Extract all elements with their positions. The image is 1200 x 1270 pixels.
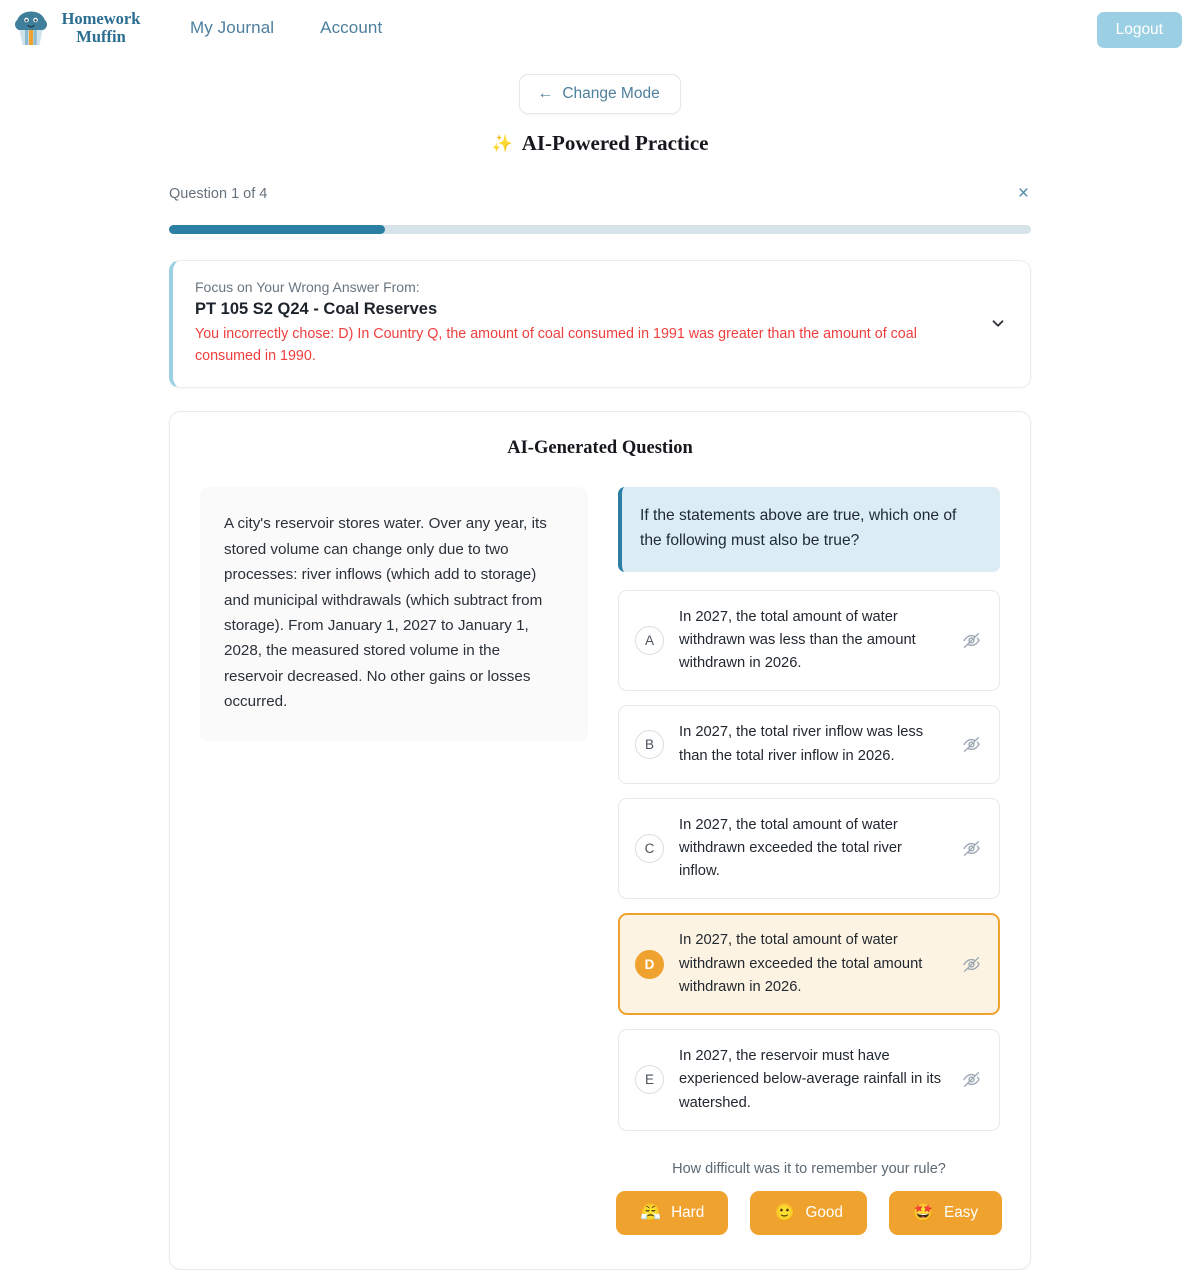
rating-emoji-good-icon: 🙂 (774, 1203, 796, 1223)
stimulus-text: A city's reservoir stores water. Over any year, its stored volume can change only due to two processes: river inflows (which add to storage) and municipal withdrawals (which subtract from storage). From January 1, 2027 to January 1, 2028, the measured stored volume in the reservoir decreased. No other gains or losses occurred. (200, 487, 588, 742)
wrong-answer-choice-text: You incorrectly chose: D) In Country Q, the amount of coal consumed in 1991 was greater than the amount of coal consumed in 1990. (195, 326, 917, 364)
answer-choice-text: In 2027, the reservoir must have experienced below-average rainfall in its watershed. (679, 1048, 942, 1111)
wrong-answer-card[interactable] (169, 260, 1031, 388)
answer-choice-text: In 2027, the total amount of water withdrawn was less than the amount withdrawn in 2026. (679, 608, 916, 672)
answers-column (618, 487, 1000, 1234)
eye-off-icon[interactable] (961, 1070, 981, 1090)
rating-button-good[interactable] (750, 1191, 867, 1235)
change-mode-row (0, 74, 1200, 114)
answer-choice-c[interactable] (618, 798, 1000, 900)
close-icon[interactable]: × (1017, 183, 1029, 204)
answer-choice-text: In 2027, the total river inflow was less than the total river inflow in 2026. (679, 724, 924, 764)
change-mode-label: Change Mode (562, 85, 660, 102)
brand-logo-link[interactable] (14, 10, 144, 47)
content-wrapper (169, 184, 1031, 1270)
answer-choice-letter: C (635, 834, 664, 863)
brand-name (58, 10, 144, 47)
difficulty-rating-buttons (618, 1191, 1000, 1235)
top-navigation-bar (0, 0, 1200, 56)
rating-emoji-hard-icon: 😤 (639, 1203, 662, 1223)
logout-button[interactable]: Logout (1097, 12, 1182, 48)
sparkles-icon: ✨ (491, 133, 513, 153)
progress-bar-track (169, 225, 1031, 234)
answer-choice-b[interactable] (618, 705, 1000, 783)
answer-choices-list (618, 590, 1000, 1131)
wrong-answer-label: Focus on Your Wrong Answer From: (195, 279, 420, 295)
question-columns (200, 487, 1000, 1234)
difficulty-rating-section (618, 1161, 1000, 1235)
progress-bar-fill (169, 225, 385, 234)
wrong-answer-title: PT 105 S2 Q24 - Coal Reserves (195, 300, 438, 318)
arrow-left-icon: ← (537, 85, 554, 102)
muffin-logo-icon (14, 10, 48, 46)
answer-choice-letter: A (635, 626, 664, 655)
eye-off-icon[interactable] (961, 735, 981, 755)
answer-choice-letter: E (635, 1065, 664, 1094)
question-counter-row (169, 184, 1031, 203)
page-title (0, 131, 1200, 156)
nav-item-account[interactable]: Account (320, 18, 383, 37)
nav-links (190, 18, 382, 38)
nav-item-my-journal[interactable]: My Journal (190, 18, 275, 37)
eye-off-icon[interactable] (961, 631, 981, 651)
answer-choice-d[interactable] (618, 913, 1000, 1015)
ai-generated-question-title: AI-Generated Question (507, 438, 693, 459)
page-title-text: AI-Powered Practice (521, 131, 709, 155)
answer-choice-text: In 2027, the total amount of water withdrawn exceeded the total river inflow. (679, 816, 902, 880)
rating-emoji-easy-icon: 🤩 (912, 1203, 935, 1223)
rating-button-label: Easy (944, 1203, 979, 1221)
rating-button-label: Good (805, 1203, 843, 1221)
question-prompt: If the statements above are true, which one of the following must also be true? (618, 487, 1000, 571)
answer-choice-letter: B (635, 730, 664, 759)
answer-choice-letter: D (635, 950, 664, 979)
eye-off-icon[interactable] (961, 954, 981, 974)
brand-name-line2: Muffin (76, 27, 126, 46)
rating-button-label: Hard (671, 1203, 705, 1221)
difficulty-rating-question: How difficult was it to remember your rule? (672, 1160, 946, 1177)
eye-off-icon[interactable] (961, 839, 981, 859)
question-counter: Question 1 of 4 (169, 185, 268, 202)
answer-choice-a[interactable] (618, 590, 1000, 692)
chevron-down-icon[interactable] (988, 313, 1008, 333)
answer-choice-e[interactable] (618, 1029, 1000, 1131)
rating-button-hard[interactable] (616, 1191, 728, 1235)
ai-generated-question-card (169, 411, 1031, 1269)
change-mode-button[interactable] (519, 74, 680, 114)
answer-choice-text: In 2027, the total amount of water withdrawn exceeded the total amount withdrawn in 2026. (679, 932, 923, 995)
brand-name-line1: Homework (61, 8, 141, 28)
rating-button-easy[interactable] (889, 1191, 1002, 1235)
wrong-answer-body (195, 279, 974, 367)
